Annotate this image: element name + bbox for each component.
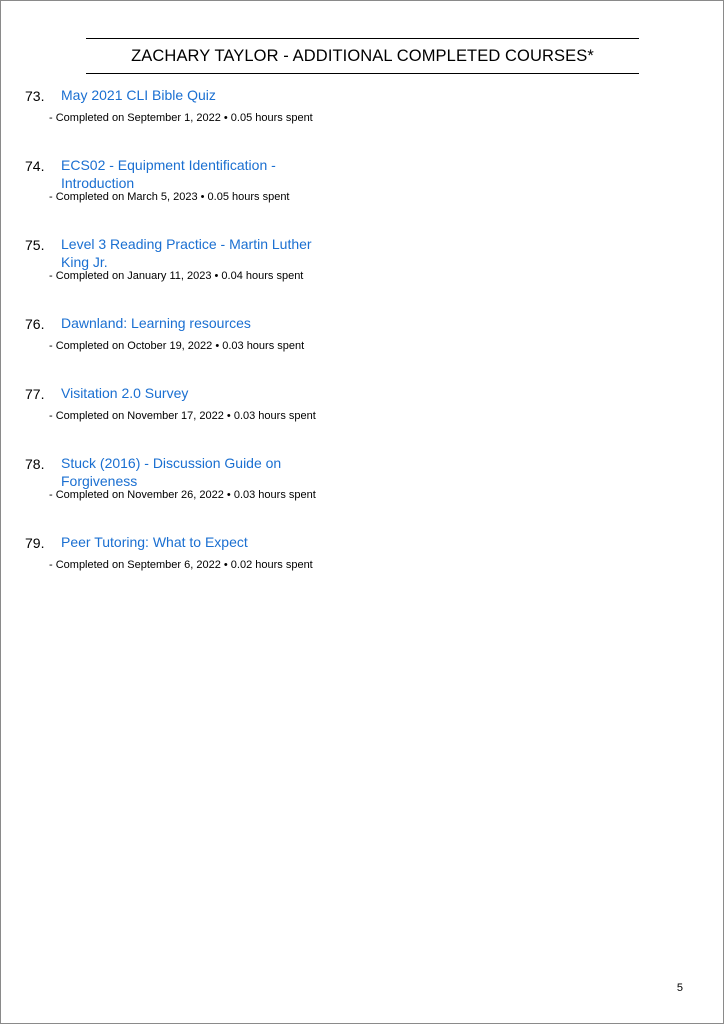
- course-number: 79.: [25, 535, 45, 551]
- page-title: ZACHARY TAYLOR - ADDITIONAL COMPLETED COURSES*: [131, 47, 594, 65]
- course-completion-info: - Completed on September 1, 2022 • 0.05 hours spent: [49, 112, 313, 124]
- page-header: [86, 38, 639, 74]
- course-title-link[interactable]: Level 3 Reading Practice - Martin Luther King Jr.: [61, 236, 312, 270]
- course-number: 76.: [25, 316, 45, 332]
- course-number: 77.: [25, 386, 45, 402]
- course-title-link[interactable]: Peer Tutoring: What to Expect: [61, 534, 248, 550]
- course-completion-info: - Completed on November 17, 2022 • 0.03 hours spent: [49, 410, 316, 422]
- course-title-link[interactable]: ECS02 - Equipment Identification - Introduction: [61, 157, 276, 191]
- course-completion-info: - Completed on November 26, 2022 • 0.03 hours spent: [49, 489, 316, 501]
- course-number: 73.: [25, 88, 45, 104]
- course-completion-info: - Completed on September 6, 2022 • 0.02 hours spent: [49, 559, 313, 571]
- course-number: 78.: [25, 456, 45, 472]
- course-completion-info: - Completed on October 19, 2022 • 0.03 hours spent: [49, 340, 305, 352]
- course-number: 74.: [25, 158, 45, 174]
- page-number: 5: [676, 982, 683, 994]
- course-title-link[interactable]: May 2021 CLI Bible Quiz: [61, 87, 216, 103]
- course-completion-info: - Completed on March 5, 2023 • 0.05 hours spent: [49, 191, 290, 203]
- course-title-link[interactable]: Visitation 2.0 Survey: [61, 385, 189, 401]
- course-completion-info: - Completed on January 11, 2023 • 0.04 hours spent: [49, 270, 304, 282]
- course-title-link[interactable]: Dawnland: Learning resources: [61, 315, 251, 331]
- course-number: 75.: [25, 237, 45, 253]
- course-title-link[interactable]: Stuck (2016) - Discussion Guide on Forgiveness: [61, 455, 282, 489]
